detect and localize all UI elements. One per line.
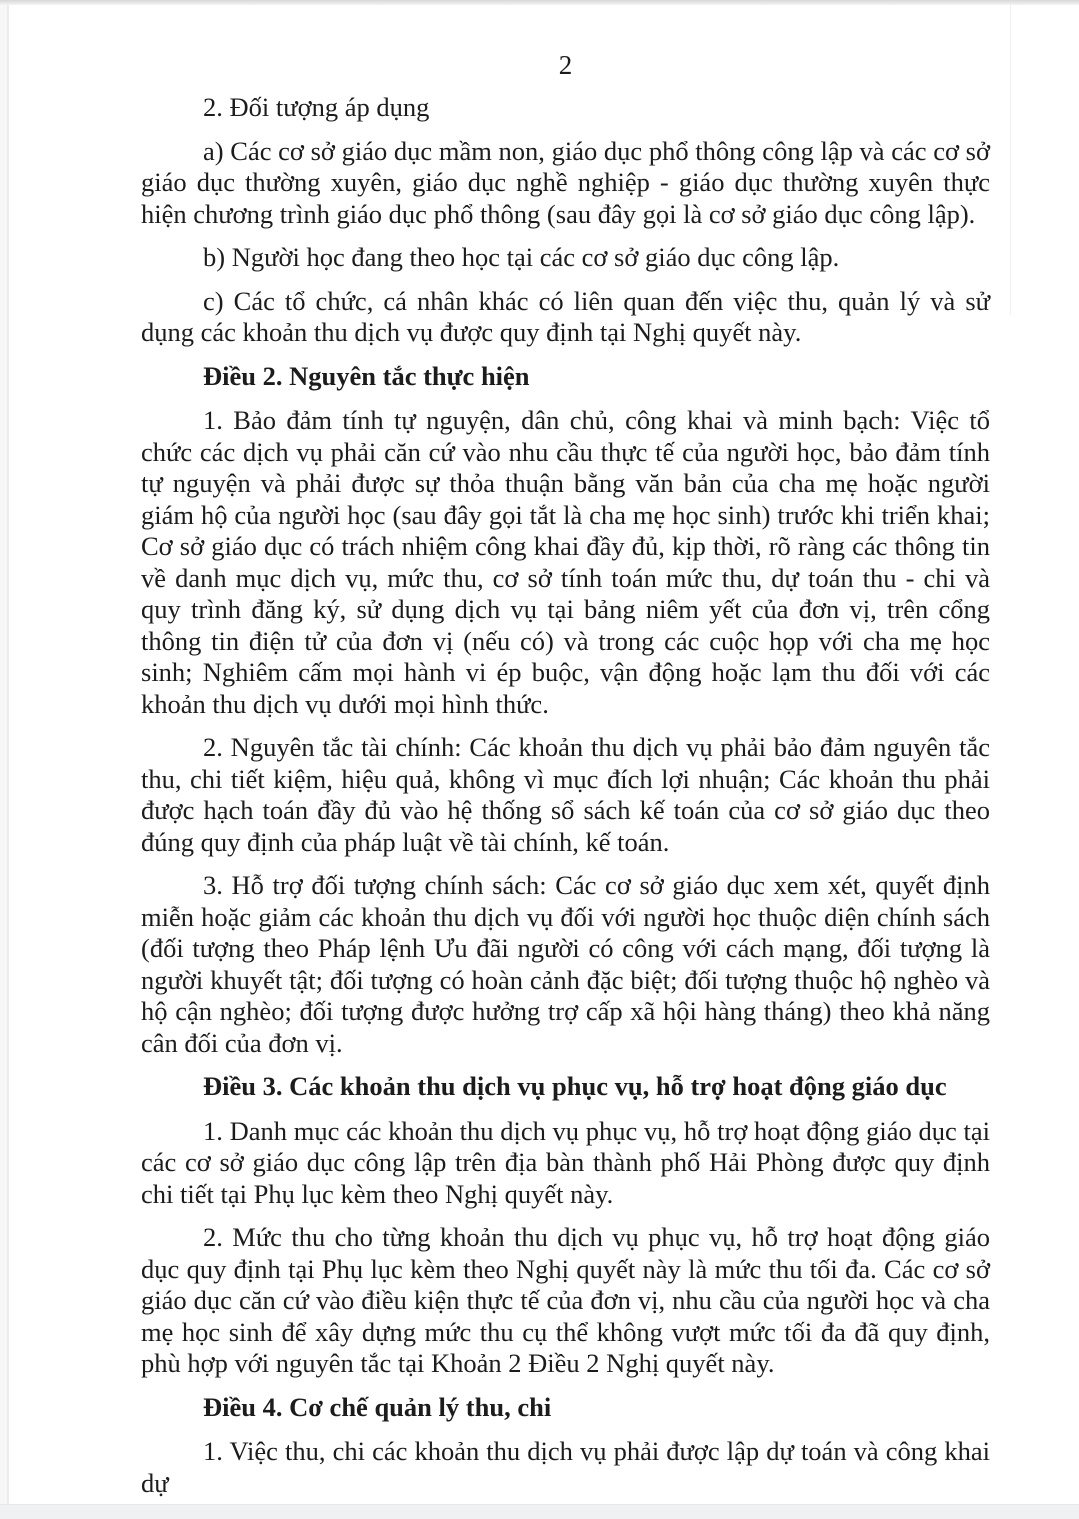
- paragraph: c) Các tổ chức, cá nhân khác có liên quan đến việc thu, quản lý và sử dụng các khoản thu dịch vụ được quy định tại Nghị quyết này.: [141, 285, 990, 347]
- section-heading: Điều 3. Các khoản thu dịch vụ phục vụ, hỗ trợ hoạt động giáo dục: [203, 1071, 947, 1101]
- paragraph: 2. Nguyên tắc tài chính: Các khoản thu dịch vụ phải bảo đảm nguyên tắc thu, chi tiết kiệm, hiệu quả, không vì mục đích lợi nhuận; Các khoản thu phải được hạch toán đầy đủ vào hệ thống sổ sách kế toán của cơ sở giáo dục theo đúng quy định của pháp luật về tài chính, kế toán.: [141, 732, 990, 857]
- paragraph: 1. Bảo đảm tính tự nguyện, dân chủ, công khai và minh bạch: Việc tổ chức các dịch vụ phải căn cứ vào nhu cầu thực tế của người học, bảo đảm tính tự nguyện và phải được sự thỏa thuận bằng văn bản của cha mẹ hoặc người giám hộ của người học (sau đây gọi tắt là cha mẹ học sinh) trước khi triển khai; Cơ sở giáo dục có trách nhiệm công khai đầy đủ, kịp thời, rõ ràng các thông tin về danh mục dịch vụ, mức thu, cơ sở tính toán mức thu, dự toán thu - chi và quy trình đăng ký, sử dụng dịch vụ tại bảng niêm yết của đơn vị, trên cổng thông tin điện tử của đơn vị (nếu có) và trong các cuộc họp với cha mẹ học sinh; Nghiêm cấm mọi hành vi ép buộc, vận động hoặc lạm thu đối với các khoản thu dịch vụ dưới mọi hình thức.: [141, 405, 990, 719]
- scan-edge-right: [1010, 5, 1011, 315]
- paragraph: a) Các cơ sở giáo dục mầm non, giáo dục phổ thông công lập và các cơ sở giáo dục thường xuyên, giáo dục nghề nghiệp - giáo dục thường xuyên thực hiện chương trình giáo dục phổ thông (sau đây gọi là cơ sở giáo dục công lập).: [141, 135, 990, 229]
- paragraph: 1. Danh mục các khoản thu dịch vụ phục vụ, hỗ trợ hoạt động giáo dục tại các cơ sở giáo dục công lập trên địa bàn thành phố Hải Phòng được quy định chi tiết tại Phụ lục kèm theo Nghị quyết này.: [141, 1115, 990, 1209]
- paragraph: 1. Việc thu, chi các khoản thu dịch vụ phải được lập dự toán và công khai dự: [141, 1436, 990, 1498]
- paragraph: 2. Mức thu cho từng khoản thu dịch vụ phục vụ, hỗ trợ hoạt động giáo dục quy định tại Phụ lục kèm theo Nghị quyết này là mức thu tối đa. Các cơ sở giáo dục căn cứ vào điều kiện thực tế của đơn vị, nhu cầu của người học và cha mẹ học sinh để xây dựng mức thu cụ thể không vượt mức tối đa đã quy định, phù hợp với nguyên tắc tại Khoản 2 Điều 2 Nghị quyết này.: [141, 1222, 990, 1378]
- document-body: [141, 92, 990, 1511]
- scan-edge-left: [7, 5, 9, 1505]
- paragraph: 2. Đối tượng áp dụng: [203, 92, 430, 122]
- section-heading: Điều 2. Nguyên tắc thực hiện: [203, 360, 530, 391]
- paragraph: b) Người học đang theo học tại các cơ sở giáo dục công lập.: [203, 242, 840, 272]
- section-heading: Điều 4. Cơ chế quản lý thu, chi: [203, 1391, 552, 1422]
- scan-edge-top: [0, 0, 1079, 5]
- scan-edge-left-band: [0, 5, 7, 1505]
- paragraph: 3. Hỗ trợ đối tượng chính sách: Các cơ sở giáo dục xem xét, quyết định miễn hoặc giảm các khoản thu dịch vụ đối với người học thuộc diện chính sách (đối tượng theo Pháp lệnh Ưu đãi người có công với cách mạng, đối tượng là người khuyết tật; đối tượng có hoàn cảnh đặc biệt; đối tượng thuộc hộ nghèo và hộ cận nghèo; đối tượng được hưởng trợ cấp xã hội hàng tháng) theo khả năng cân đối của đơn vị.: [141, 870, 990, 1058]
- page-number: 2: [558, 50, 573, 80]
